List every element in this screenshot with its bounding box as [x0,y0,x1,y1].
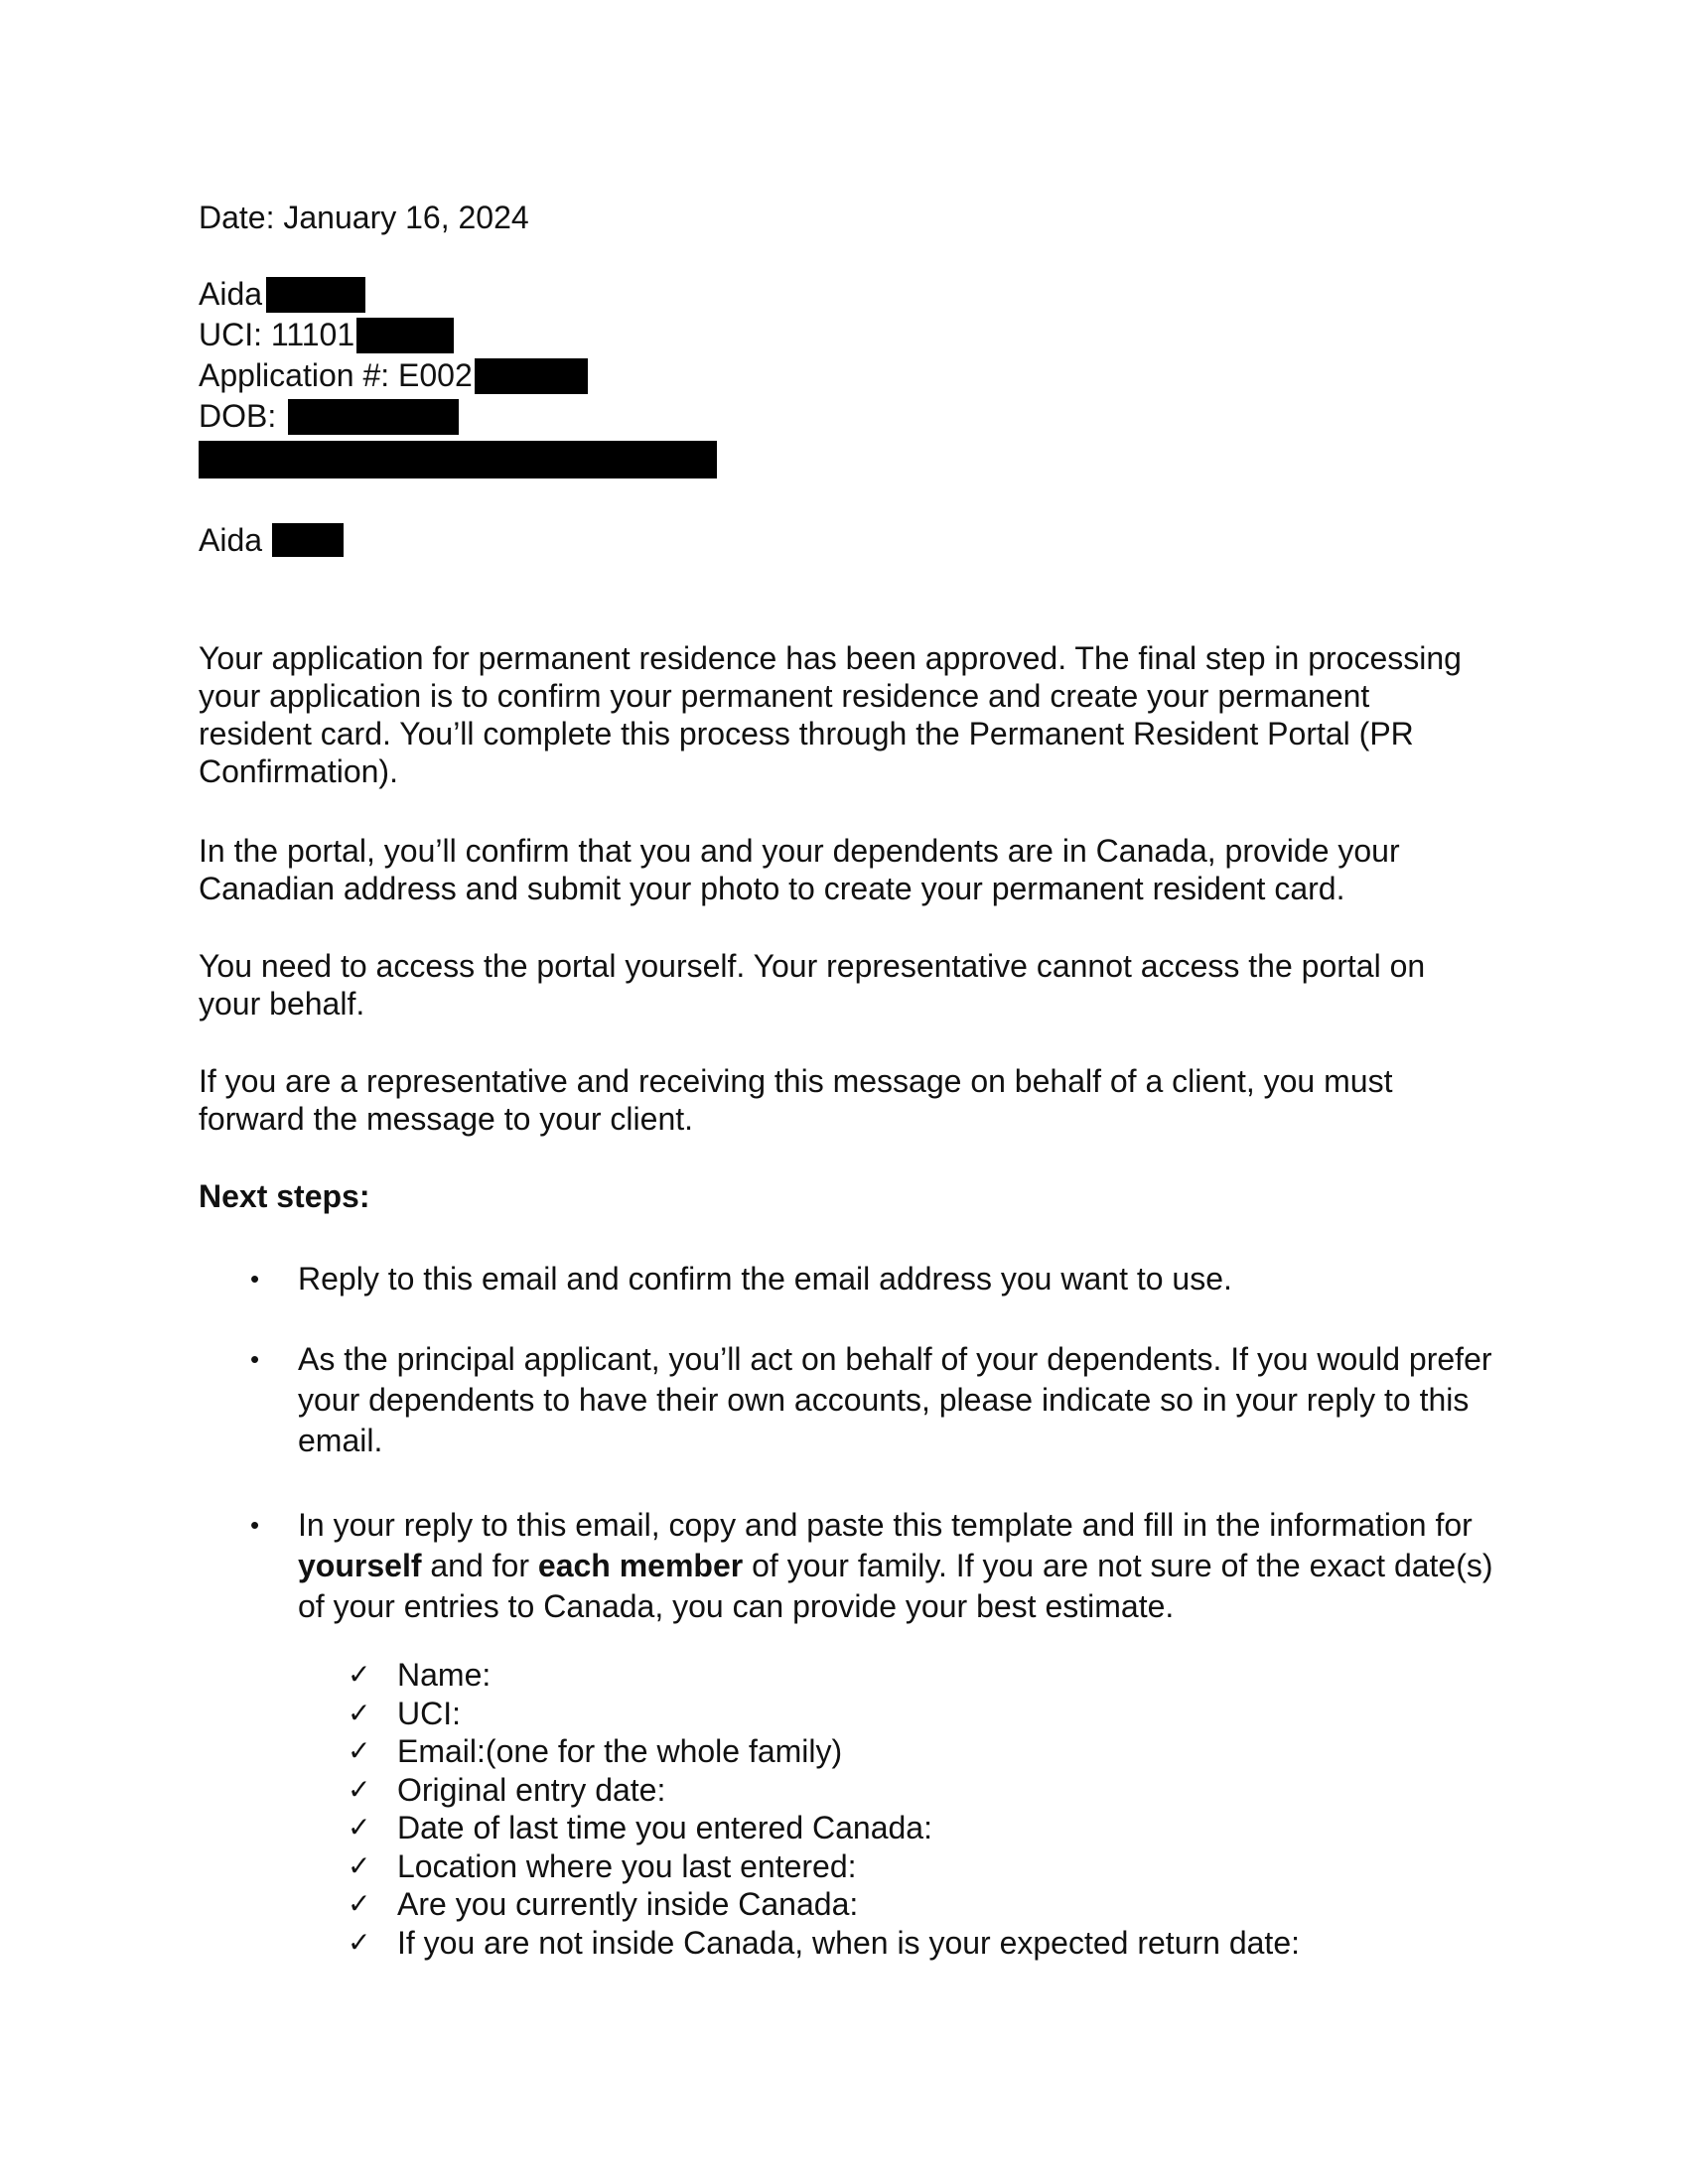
template-field: Date of last time you entered Canada: [397,1810,932,1845]
paragraph-approval: Your application for permanent residence has been approved. The final step in processing your application is to confirm your permanent residence and create your permanent resident card. You’ll complete this process through the Permanent Resident Portal (PR Confirmation). [199,640,1462,789]
list-item [199,1505,1499,1627]
uci-label: UCI: 11101 [199,317,355,352]
template-field: Email:(one for the whole family) [397,1733,843,1769]
bullet-text: As the principal applicant, you’ll act on behalf of your dependents. If you would prefer your dependents to have their own accounts, please indicate so in your reply to this email. [298,1341,1492,1458]
redaction-bar [199,441,717,478]
redaction-bar [475,358,588,394]
paragraph-access: You need to access the portal yourself. Your representative cannot access the portal on your behalf. [199,948,1426,1022]
uci-line [199,315,717,355]
checkmark-icon: ✓ [348,1734,371,1767]
salutation [199,520,344,560]
paragraph-representative: If you are a representative and receiving this message on behalf of a client, you must forward the message to your client. [199,1063,1393,1137]
bullet-text-part: In your reply to this email, copy and paste this template and fill in the information for [298,1507,1473,1543]
bullet-text-part: of your family. If you are not sure of the exact date(s) of your entries to Canada, you can provide your best estimate. [298,1548,1493,1624]
template-field: Location where you last entered: [397,1847,857,1884]
letter-page [199,0,1499,2184]
checkmark-icon: ✓ [348,1887,371,1920]
template-field-list [348,1656,1300,1962]
list-item [348,1847,1300,1886]
checkmark-icon: ✓ [348,1848,371,1882]
template-field: Name: [397,1657,492,1693]
bullet-text-part: and for [421,1548,538,1583]
application-number-label: Application #: E002 [199,357,473,393]
dob-line [199,396,717,437]
template-field: Original entry date: [397,1771,666,1808]
letter-date: Date: January 16, 2024 [199,200,529,235]
recipient-header [199,274,717,478]
recipient-name: Aida [199,276,263,312]
redaction-bar [266,277,365,313]
template-field: Are you currently inside Canada: [397,1886,859,1922]
list-item [348,1656,1300,1695]
list-item [348,1885,1300,1924]
next-steps-heading: Next steps: [199,1178,370,1214]
list-item [348,1924,1300,1963]
next-steps-list [199,1259,1499,1627]
list-item [348,1771,1300,1810]
bullet-icon: • [250,1344,260,1374]
checkmark-icon: ✓ [348,1772,371,1806]
checkmark-icon: ✓ [348,1658,371,1691]
list-item [348,1695,1300,1733]
bullet-icon: • [250,1264,260,1294]
application-number-line [199,355,717,396]
template-field: If you are not inside Canada, when is your expected return date: [397,1924,1300,1961]
checkmark-icon: ✓ [348,1811,371,1843]
redaction-bar [288,399,459,435]
checkmark-icon: ✓ [348,1925,371,1959]
bullet-bold-yourself: yourself [298,1548,422,1583]
bullet-text: Reply to this email and confirm the email address you want to use. [298,1261,1232,1297]
salutation-name: Aida [199,522,263,558]
recipient-name-line [199,274,717,315]
bullet-bold-each-member: each member [537,1548,744,1583]
address-line [199,437,717,478]
paragraph-portal: In the portal, you’ll confirm that you and your dependents are in Canada, provide your Canadian address and submit your photo to create your permanent resident card. [199,833,1400,906]
template-field: UCI: [397,1695,461,1731]
bullet-icon: • [250,1510,260,1540]
list-item [348,1732,1300,1771]
checkmark-icon: ✓ [348,1696,371,1729]
bullet-text [298,1507,1493,1624]
dob-label: DOB: [199,398,277,434]
list-item [199,1339,1499,1461]
redaction-bar [356,318,454,353]
redaction-bar [272,523,344,557]
list-item [199,1259,1499,1299]
list-item [348,1809,1300,1847]
